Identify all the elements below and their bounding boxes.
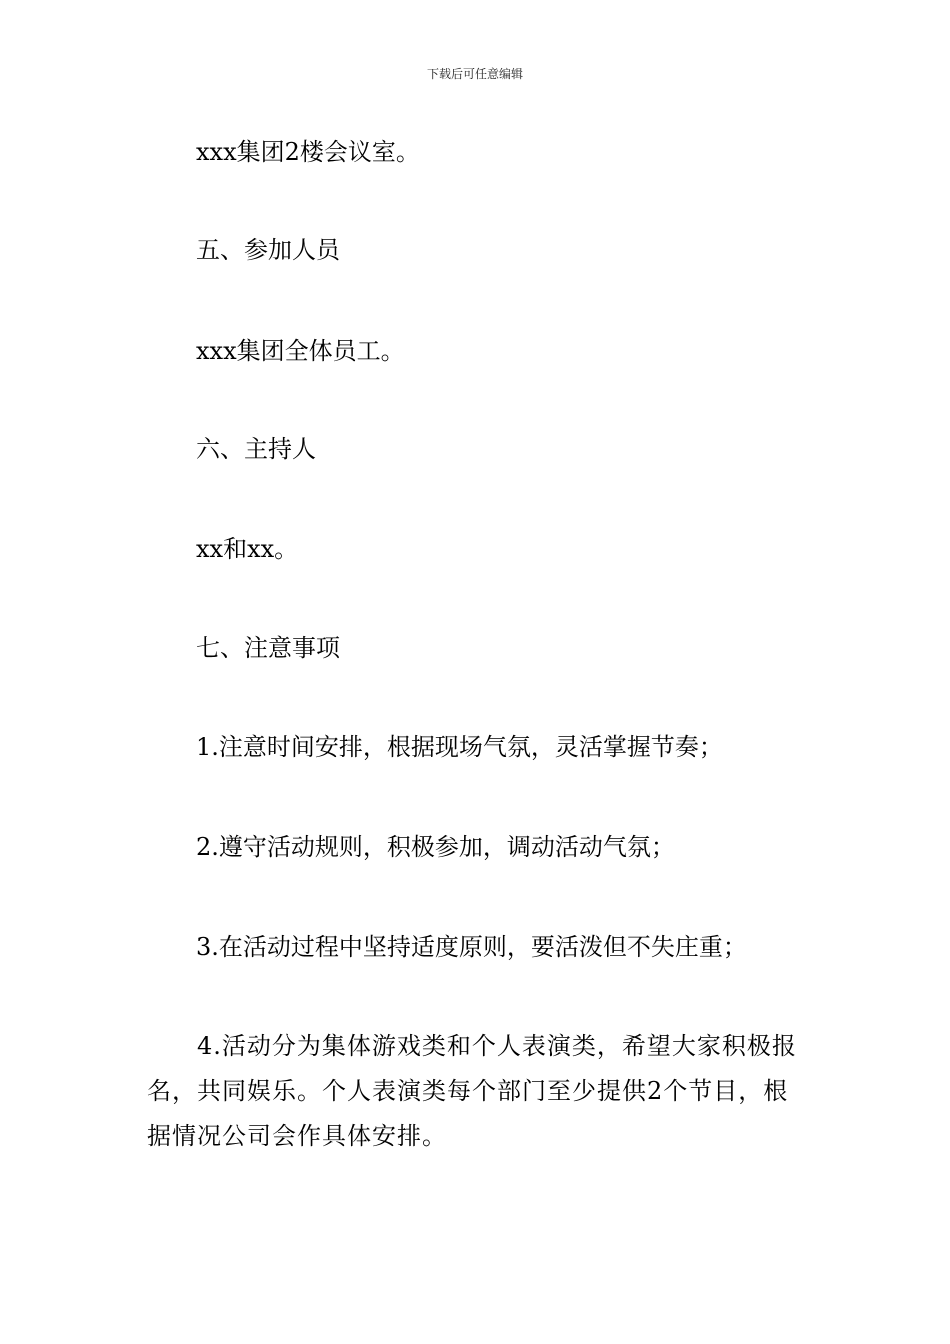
note-item-1: 1.注意时间安排，根据现场气氛，灵活掌握节奏；	[196, 733, 723, 761]
page-header: 下载后可任意编辑	[426, 67, 523, 81]
section-seven-heading: 七、注意事项	[196, 634, 340, 662]
section-six-heading: 六、主持人	[196, 435, 316, 463]
note-item-4: 4.活动分为集体游戏类和个人表演类，希望大家积极报名，共同娱乐。个人表演类每个部门至少提供2个节目，根据情况公司会作具体安排。	[147, 1032, 797, 1150]
note-item-2: 2.遵守活动规则，积极参加，调动活动气氛；	[196, 833, 675, 861]
section-five-heading: 五、参加人员	[196, 236, 340, 264]
venue-text: xxx集团2楼会议室。	[196, 138, 420, 166]
participants-text: xxx集团全体员工。	[196, 337, 405, 365]
note-item-3: 3.在活动过程中坚持适度原则，要活泼但不失庄重；	[196, 933, 747, 961]
hosts-text: xx和xx。	[196, 535, 299, 563]
